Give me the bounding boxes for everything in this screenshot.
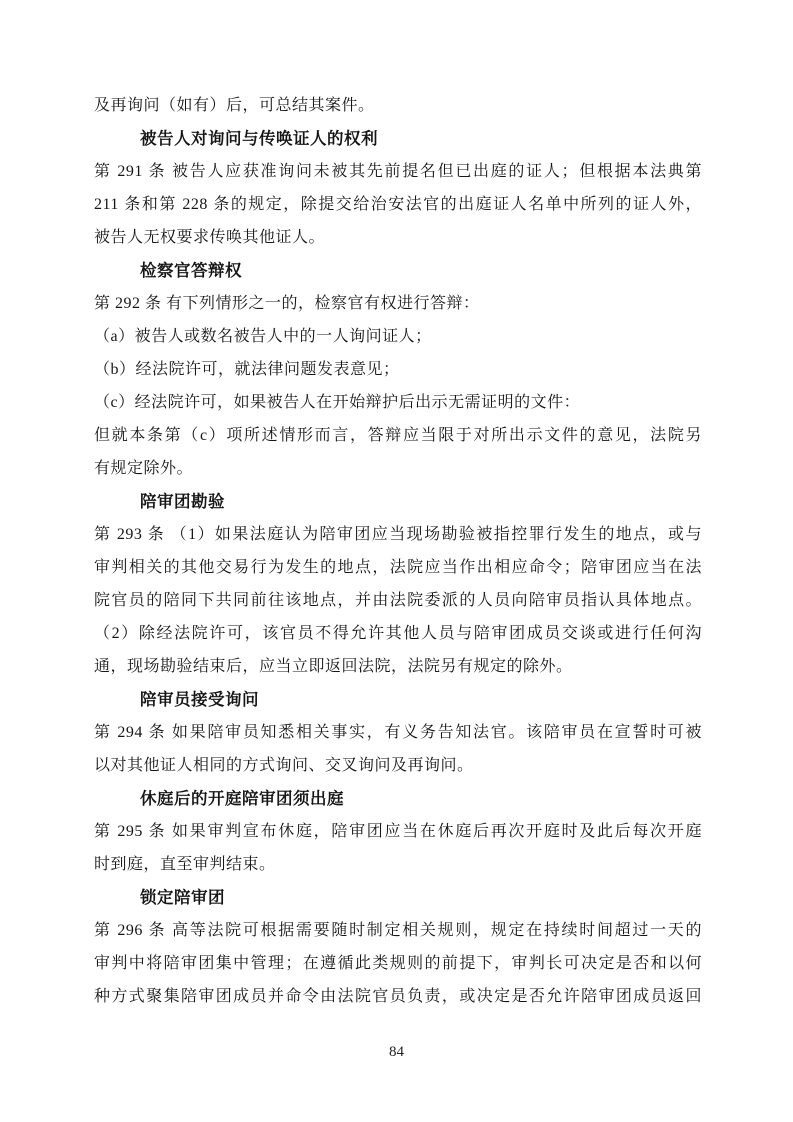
text-line: 种方式聚集陪审团成员并命令由法院官员负责，或决定是否允许陪审团成员返回 — [94, 988, 702, 1005]
text-line: 以对其他证人相同的方式询问、交叉询问及再询问。 — [94, 757, 474, 774]
text-line: 第 294 条 如果陪审员知悉相关事实，有义务告知法官。该陪审员在宣誓时可被 — [94, 724, 702, 741]
text-line: （2）除经法院许可，该官员不得允许其他人员与陪审团成员交谈或进行任何沟 — [94, 625, 702, 642]
text-line: （c）经法院许可，如果被告人在开始辩护后出示无需证明的文件： — [94, 394, 581, 411]
text-line: 第 292 条 有下列情形之一的，检察官有权进行答辩： — [94, 295, 480, 312]
document-content — [94, 89, 702, 1013]
text-line: 审判相关的其他交易行为发生的地点，法院应当作出相应命令；陪审团应当在法 — [94, 559, 702, 576]
text-line: 院官员的陪同下共同前往该地点，并由法院委派的人员向陪审员指认具体地点。 — [94, 592, 702, 609]
text-line: 第 296 条 高等法院可根据需要随时制定相关规则，规定在持续时间超过一天的 — [94, 922, 702, 939]
text-line: 时到庭，直至审判结束。 — [94, 856, 276, 873]
text-line: （b）经法院许可，就法律问题发表意见； — [94, 361, 400, 378]
text-line: 通，现场勘验结束后，应当立即返回法院，法院另有规定的除外。 — [94, 658, 573, 675]
text-line: 但就本条第（c）项所述情形而言，答辩应当限于对所出示文件的意见，法院另 — [94, 427, 702, 444]
text-line: 211 条和第 228 条的规定，除提交给治安法官的出庭证人名单中所列的证人外， — [94, 196, 702, 213]
text-line: 被告人无权要求传唤其他证人。 — [94, 229, 326, 246]
page-number: 84 — [389, 1044, 404, 1060]
section-heading: 检察官答辩权 — [140, 261, 242, 280]
text-line: 第 293 条 （1）如果法庭认为陪审团应当现场勘验被指控罪行发生的地点，或与 — [94, 526, 702, 543]
section-heading: 锁定陪审团 — [140, 888, 225, 907]
section-heading: 陪审员接受询问 — [140, 690, 259, 709]
text-line: 审判中将陪审团集中管理；在遵循此类规则的前提下，审判长可决定是否和以何 — [94, 955, 702, 972]
text-line: 有规定除外。 — [94, 460, 194, 477]
section-heading: 被告人对询问与传唤证人的权利 — [140, 129, 378, 148]
text-line: （a）被告人或数名被告人中的一人询问证人； — [94, 328, 432, 345]
section-heading: 陪审团勘验 — [140, 492, 225, 511]
text-line: 第 295 条 如果审判宣布休庭，陪审团应当在休庭后再次开庭时及此后每次开庭 — [94, 823, 702, 840]
text-line: 及再询问（如有）后，可总结其案件。 — [94, 97, 375, 114]
section-heading: 休庭后的开庭陪审团须出庭 — [140, 789, 344, 808]
text-line: 第 291 条 被告人应获准询问未被其先前提名但已出庭的证人；但根据本法典第 — [94, 163, 702, 180]
